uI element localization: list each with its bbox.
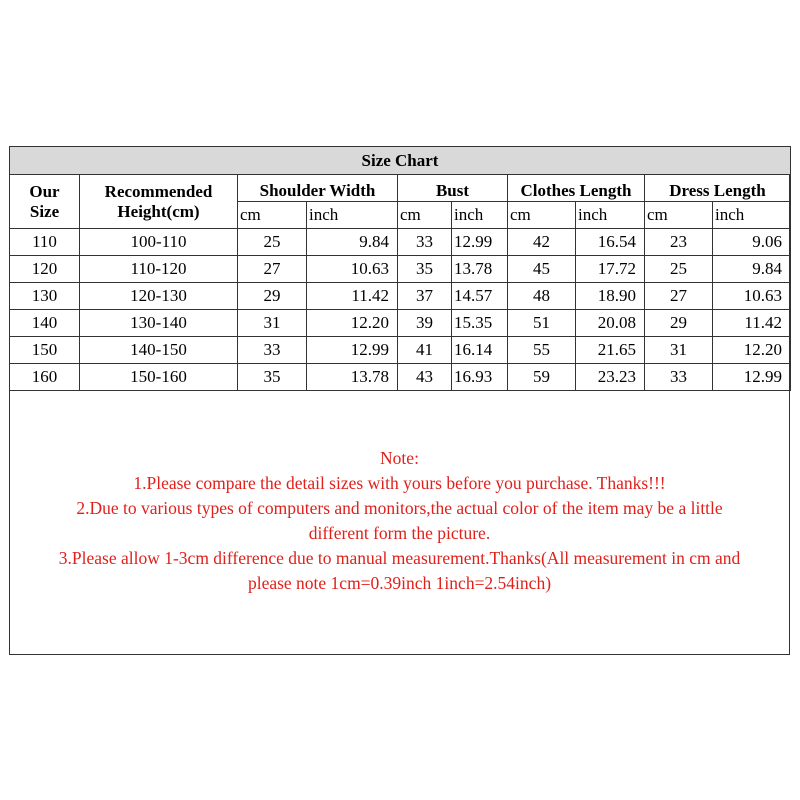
cell-bust-cm: 35 xyxy=(398,256,452,283)
cell-clothes-inch: 16.54 xyxy=(576,229,645,256)
cell-height: 140-150 xyxy=(80,337,238,364)
cell-height: 110-120 xyxy=(80,256,238,283)
cell-bust-cm: 39 xyxy=(398,310,452,337)
cell-dress-inch: 10.63 xyxy=(713,283,791,310)
unit-cm: cm xyxy=(238,202,307,229)
unit-inch: inch xyxy=(452,202,508,229)
cell-dress-inch: 11.42 xyxy=(713,310,791,337)
cell-size: 120 xyxy=(10,256,80,283)
cell-dress-inch: 9.84 xyxy=(713,256,791,283)
note-line: 2.Due to various types of computers and monitors,the actual color of the item may be a little xyxy=(76,498,723,518)
cell-size: 110 xyxy=(10,229,80,256)
cell-shoulder-cm: 27 xyxy=(238,256,307,283)
cell-shoulder-inch: 11.42 xyxy=(307,283,398,310)
cell-bust-inch: 14.57 xyxy=(452,283,508,310)
note-line: please note 1cm=0.39inch 1inch=2.54inch) xyxy=(247,573,552,593)
cell-height: 120-130 xyxy=(80,283,238,310)
cell-clothes-cm: 48 xyxy=(508,283,576,310)
header-recommended-line2: Height(cm) xyxy=(117,201,200,221)
table-row xyxy=(10,337,791,364)
cell-size: 160 xyxy=(10,364,80,391)
cell-bust-inch: 12.99 xyxy=(452,229,508,256)
cell-dress-cm: 25 xyxy=(645,256,713,283)
table-row xyxy=(10,283,791,310)
unit-cm: cm xyxy=(398,202,452,229)
cell-clothes-inch: 18.90 xyxy=(576,283,645,310)
cell-bust-cm: 33 xyxy=(398,229,452,256)
cell-size: 150 xyxy=(10,337,80,364)
notes-block xyxy=(10,446,789,596)
cell-clothes-cm: 51 xyxy=(508,310,576,337)
unit-cm: cm xyxy=(645,202,713,229)
cell-shoulder-cm: 25 xyxy=(238,229,307,256)
cell-clothes-inch: 23.23 xyxy=(576,364,645,391)
table-row xyxy=(10,310,791,337)
note-line: 1.Please compare the detail sizes with yours before you purchase. Thanks!!! xyxy=(133,473,666,493)
cell-height: 130-140 xyxy=(80,310,238,337)
cell-clothes-inch: 21.65 xyxy=(576,337,645,364)
cell-shoulder-cm: 31 xyxy=(238,310,307,337)
header-our-size xyxy=(10,175,80,229)
cell-dress-cm: 33 xyxy=(645,364,713,391)
cell-bust-cm: 37 xyxy=(398,283,452,310)
cell-size: 140 xyxy=(10,310,80,337)
note-line: different form the picture. xyxy=(308,523,491,543)
cell-height: 100-110 xyxy=(80,229,238,256)
table-title: Size Chart xyxy=(10,147,791,175)
unit-inch: inch xyxy=(307,202,398,229)
cell-height: 150-160 xyxy=(80,364,238,391)
note-line: 3.Please allow 1-3cm difference due to manual measurement.Thanks(All measurement in cm and xyxy=(58,548,741,568)
cell-clothes-inch: 20.08 xyxy=(576,310,645,337)
cell-bust-cm: 43 xyxy=(398,364,452,391)
header-our-size-line1: Our xyxy=(29,181,60,201)
cell-dress-cm: 23 xyxy=(645,229,713,256)
table-row xyxy=(10,364,791,391)
cell-dress-cm: 29 xyxy=(645,310,713,337)
cell-bust-inch: 15.35 xyxy=(452,310,508,337)
header-clothes-length: Clothes Length xyxy=(508,175,645,202)
notes-heading: Note: xyxy=(380,448,419,468)
header-shoulder-width: Shoulder Width xyxy=(238,175,398,202)
header-our-size-line2: Size xyxy=(29,201,60,221)
cell-bust-inch: 16.14 xyxy=(452,337,508,364)
cell-shoulder-inch: 9.84 xyxy=(307,229,398,256)
cell-bust-inch: 16.93 xyxy=(452,364,508,391)
cell-clothes-cm: 45 xyxy=(508,256,576,283)
cell-dress-inch: 12.20 xyxy=(713,337,791,364)
cell-shoulder-inch: 13.78 xyxy=(307,364,398,391)
cell-shoulder-cm: 35 xyxy=(238,364,307,391)
cell-bust-cm: 41 xyxy=(398,337,452,364)
cell-dress-inch: 12.99 xyxy=(713,364,791,391)
size-chart-table xyxy=(9,146,791,391)
cell-shoulder-cm: 29 xyxy=(238,283,307,310)
header-recommended-line1: Recommended xyxy=(104,181,213,201)
cell-bust-inch: 13.78 xyxy=(452,256,508,283)
table-row xyxy=(10,256,791,283)
cell-size: 130 xyxy=(10,283,80,310)
cell-clothes-cm: 59 xyxy=(508,364,576,391)
cell-shoulder-inch: 10.63 xyxy=(307,256,398,283)
cell-clothes-inch: 17.72 xyxy=(576,256,645,283)
header-bust: Bust xyxy=(398,175,508,202)
cell-dress-inch: 9.06 xyxy=(713,229,791,256)
unit-inch: inch xyxy=(576,202,645,229)
cell-dress-cm: 27 xyxy=(645,283,713,310)
header-recommended-height xyxy=(80,175,238,229)
cell-clothes-cm: 42 xyxy=(508,229,576,256)
header-dress-length: Dress Length xyxy=(645,175,791,202)
cell-clothes-cm: 55 xyxy=(508,337,576,364)
unit-cm: cm xyxy=(508,202,576,229)
cell-shoulder-inch: 12.20 xyxy=(307,310,398,337)
unit-inch: inch xyxy=(713,202,791,229)
table-row xyxy=(10,229,791,256)
cell-shoulder-cm: 33 xyxy=(238,337,307,364)
cell-dress-cm: 31 xyxy=(645,337,713,364)
cell-shoulder-inch: 12.99 xyxy=(307,337,398,364)
